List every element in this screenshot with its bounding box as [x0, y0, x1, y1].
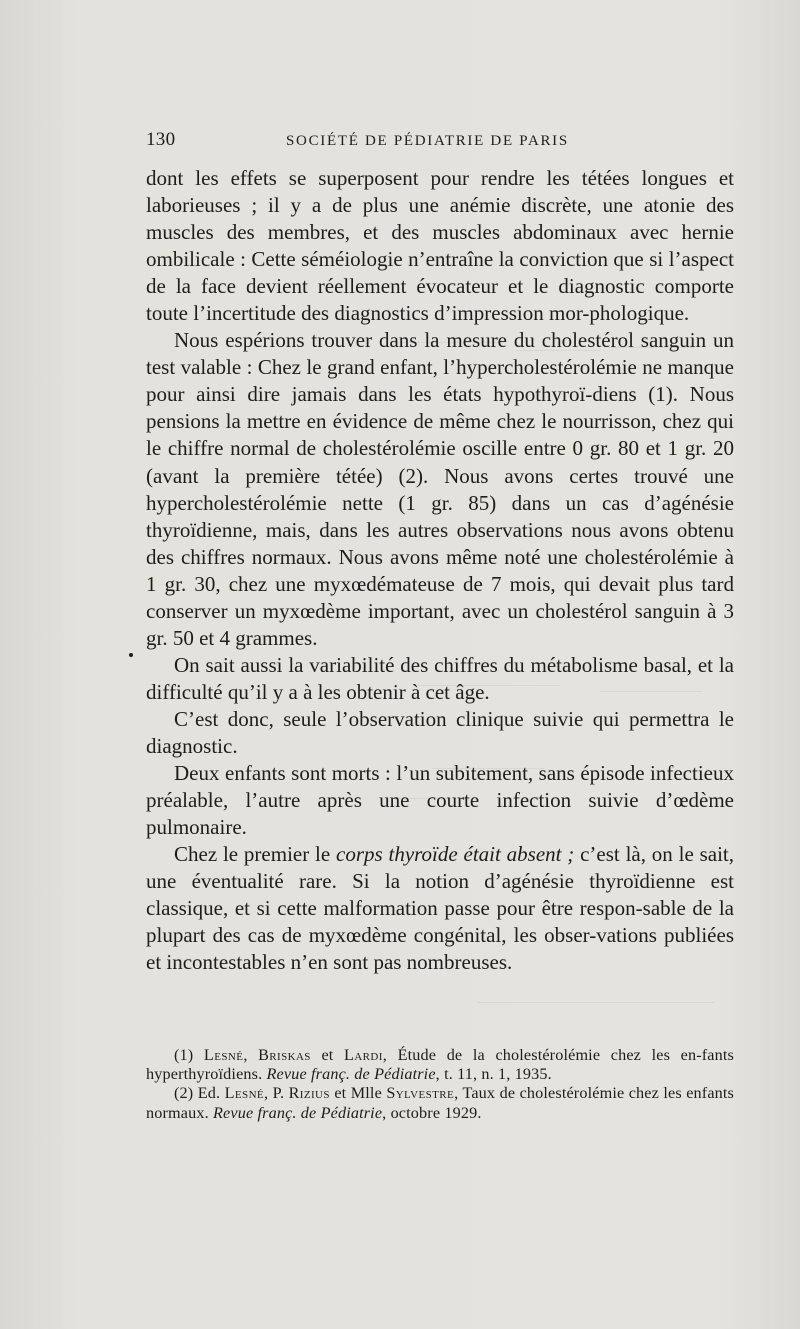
footnote-2-separator: et Mlle: [329, 1084, 387, 1103]
page-header: [146, 128, 734, 152]
footnote-1: [146, 1046, 734, 1084]
footnote-2-marker: (2) Ed.: [174, 1084, 225, 1103]
paragraph-thyroid-agenesis-lead: Chez le premier le: [174, 842, 337, 867]
paragraph-continuation: dont les effets se superposent pour rendre les tétées longues et laborieuses ; il y a de plus une anémie discrète, une atonie des muscles des membres, et des muscles abdominaux avec hernie ombilicale : Cette séméiologie n’entraîne la conviction que si l’aspect de la face devient réellement évocateur et le diagnostic comporte toute l’incertitude des diagnostics d’impression mor-phologique.: [146, 166, 734, 326]
footnotes: [146, 1046, 734, 1123]
paragraph-cholesterol-test: Nous espérions trouver dans la mesure du cholestérol sanguin un test valable : Chez le grand enfant, l’hypercholestérolémie ne manque pour ainsi dire jamais dans les états hypothyroï-diens (1). Nous pensions la mettre en évidence de même chez le nourrisson, chez qui le chiffre normal de cholestérolémie oscille entre 0 gr. 80 et 1 gr. 20 (avant la première tétée) (2). Nous avons certes trouvé une hypercholestérolémie nette (1 gr. 85) dans un cas d’agénésie thyroïdienne, mais, dans les autres observations nous avons obtenu des chiffres normaux. Nous avons même noté une cholestérolémie à 1 gr. 30, chez une myxœdémateuse de 7 mois, qui devait plus tard conserver un myxœdème important, avec un cholestérol sanguin à 3 gr. 50 et 4 grammes.: [146, 328, 734, 650]
article-body: [146, 165, 734, 976]
footnote-2: [146, 1084, 734, 1122]
footnote-1-journal: Revue franç. de Pédiatrie: [266, 1065, 436, 1084]
footnote-2-title: , Taux de cholestérolémie chez les enfants normaux.: [146, 1084, 735, 1122]
paragraph-two-deaths: Deux enfants sont morts : l’un subitement, sans épisode infectieux préalable, l’autre après une courte infection suivie d’œdème pulmonaire.: [146, 761, 734, 840]
footnote-2-separator: , P.: [264, 1084, 289, 1103]
paragraph-thyroid-agenesis-remainder: c’est là, on le sait, une éventualité rare. Si la notion d’agénésie thyroïdienne est classique, et si cette malformation passe pour être respon-sable de la plupart des cas de myxœdème congénital, les obser-vations publiées et incontestables n’en sont pas nombreuses.: [146, 842, 734, 975]
footnote-1-author-lardi: Lardi: [344, 1046, 383, 1064]
footnote-2-journal: Revue franç. de Pédiatrie: [213, 1103, 383, 1122]
paragraph-thyroid-agenesis: [146, 841, 734, 976]
show-through-line: [478, 1002, 714, 1003]
page-number: 130: [146, 129, 176, 150]
paragraph-clinical-observation: C’est donc, seule l’observation clinique suivie qui permettra le diagnostic.: [146, 706, 734, 758]
footnote-2-author-rizius: Rizius: [288, 1084, 330, 1103]
running-title: SOCIÉTÉ DE PÉDIATRIE DE PARIS: [286, 133, 569, 149]
paragraph-basal-metabolism: On sait aussi la variabilité des chiffres du métabolisme basal, et la difficulté qu’il y a à les obtenir à cet âge.: [146, 652, 734, 704]
italic-thyroid-absent: corps thyroïde était absent ;: [336, 842, 575, 867]
footnote-1-separator: et: [310, 1046, 345, 1064]
footnote-1-details: , t. 11, n. 1, 1935.: [435, 1065, 552, 1084]
footnote-2-author-sylvestre: Sylvestre: [386, 1084, 455, 1103]
footnote-1-marker: (1): [174, 1046, 204, 1064]
footnote-1-author-lesne: Lesné: [203, 1046, 244, 1064]
footnote-1-title: , Étude de la cholestérolémie chez les en-fants hyperthyroïdiens.: [146, 1046, 734, 1084]
margin-speck: [129, 653, 133, 657]
footnote-1-separator: ,: [243, 1046, 259, 1064]
footnote-1-author-briskas: Briskas: [258, 1046, 311, 1064]
footnote-2-details: , octobre 1929.: [382, 1103, 482, 1122]
footnote-2-author-lesne: Lesné: [224, 1084, 265, 1103]
